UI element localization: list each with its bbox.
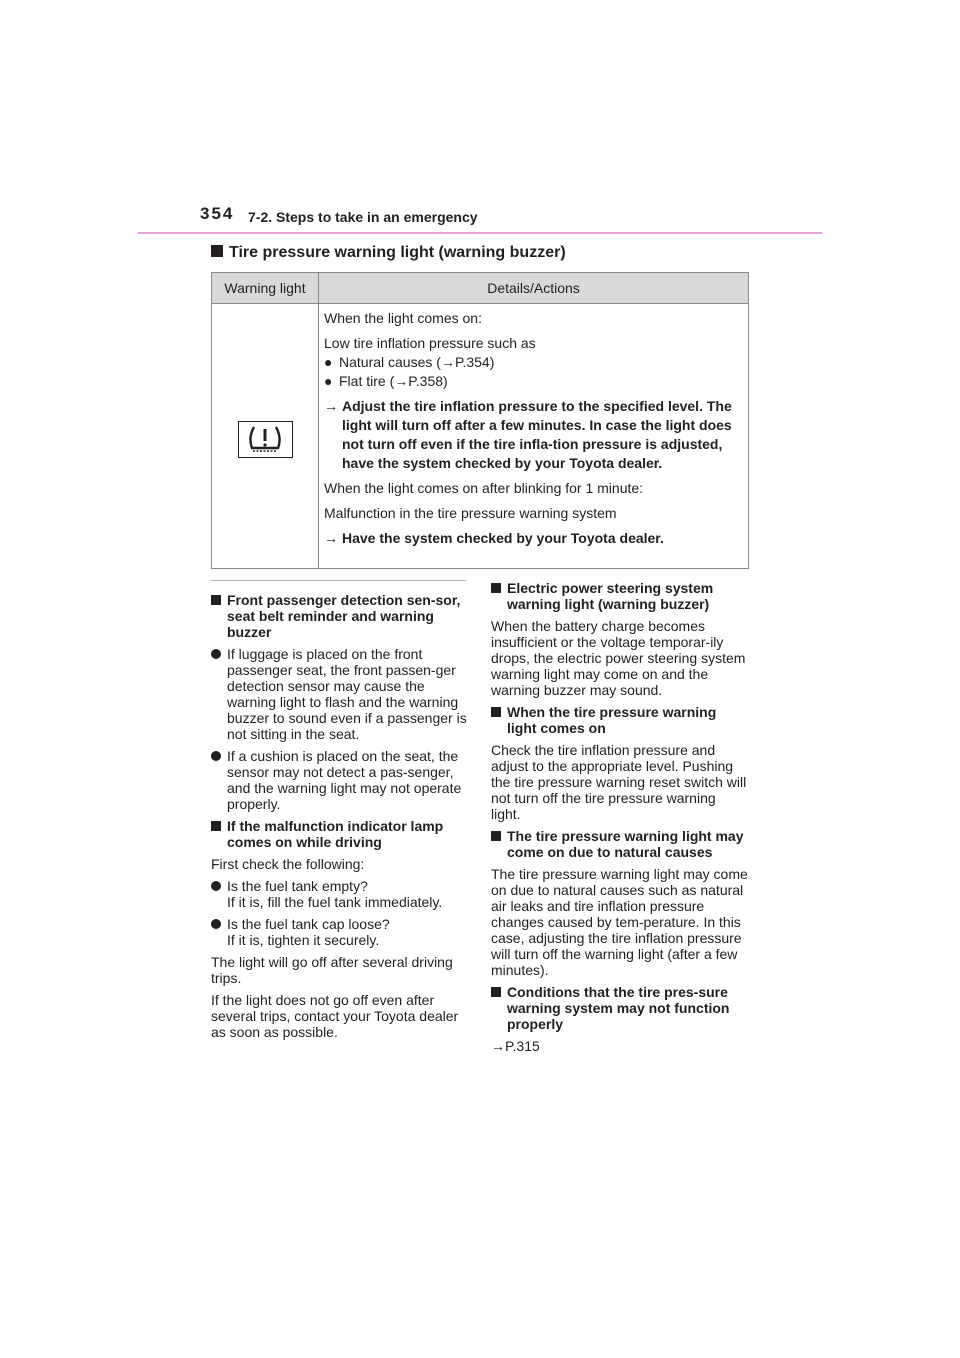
list-item: ● Natural causes (→P.354): [324, 354, 495, 370]
heading-marker-icon: [491, 583, 501, 593]
paragraph: Check the tire inflation pressure and adjust to the appropriate level. Pushing the tire pressure warning reset switch will not turn off the tire pressure warning light.: [491, 742, 747, 822]
table-divider: [318, 273, 319, 568]
tire-pressure-warning-icon: [238, 421, 293, 458]
heading: If the malfunction indicator lamp comes on while driving: [211, 818, 469, 850]
chapter-title: 7-2. Steps to take in an emergency: [248, 209, 478, 225]
page-reference: P.354): [454, 354, 495, 370]
bullet-icon: ●: [324, 373, 333, 389]
heading-marker-icon: [491, 987, 501, 997]
col-warning-light-header: Warning light: [224, 280, 306, 296]
arrow-icon: →: [324, 530, 338, 546]
list-item: ● Flat tire (→P.358): [324, 373, 448, 389]
bullet-icon: [211, 919, 221, 929]
paragraph: When the battery charge becomes insufficient or the voltage temporar-ily drops, the electric power steering system warning light may come on and the warning buzzer may sound.: [491, 618, 746, 698]
arrow-icon: →: [491, 1038, 505, 1054]
bullet-icon: [211, 881, 221, 891]
bullet-icon: [211, 751, 221, 761]
left-column: [211, 592, 469, 1046]
heading: Front passenger detection sen-sor, seat belt reminder and warning buzzer: [211, 592, 469, 640]
paragraph: First check the following:: [211, 856, 365, 872]
heading-marker-icon: [211, 821, 221, 831]
right-column: [491, 580, 749, 1060]
page-reference: P.358): [408, 373, 448, 389]
list-item: Is the fuel tank empty? If it is, fill the fuel tank immediately.: [211, 878, 469, 910]
arrow-icon: →: [440, 354, 455, 370]
malfunction-text: Malfunction in the tire pressure warning system: [324, 505, 617, 521]
action-check-system: → Have the system checked by your Toyota dealer.: [324, 530, 664, 546]
bullet-icon: ●: [324, 354, 333, 370]
paragraph: The tire pressure warning light may come on due to natural causes such as natural air leaks and tire inflation pressure changes caused by tem-perature. In this case, adjusting the tire inflation pressure will turn off the warning light (after a few minutes).: [491, 866, 748, 978]
when-blinking: When the light comes on after blinking for 1 minute:: [324, 480, 644, 496]
heading: Electric power steering system warning light (warning buzzer): [491, 580, 749, 612]
heading: When the tire pressure warning light comes on: [491, 704, 749, 736]
heading: Conditions that the tire pres-sure warning system may not function properly: [491, 984, 749, 1032]
bullet-icon: [211, 649, 221, 659]
heading-marker-icon: [491, 707, 501, 717]
page-number: 354: [200, 204, 235, 223]
arrow-icon: →: [324, 398, 338, 414]
list-item: If a cushion is placed on the seat, the sensor may not detect a pas-senger, and the warning light may not operate properly.: [211, 748, 469, 812]
action-adjust-pressure: → Adjust the tire inflation pressure to the specified level. The light will turn off after a few minutes. In case the light does not turn off even if the tire infla-tion pressure is adjusted, have the system checked by your Toyota dealer.: [324, 398, 732, 471]
arrow-icon: →: [394, 373, 409, 389]
page-reference: →P.315: [491, 1038, 540, 1054]
warning-light-table: [211, 272, 749, 569]
when-light-on: When the light comes on:: [324, 310, 482, 326]
tire-pressure-warning-icon-graphic: [239, 422, 291, 456]
section-marker-icon: [211, 245, 223, 257]
col-details-header: Details/Actions: [487, 280, 580, 296]
low-pressure-text: Low tire inflation pressure such as: [324, 335, 536, 351]
list-item: Is the fuel tank cap loose? If it is, tighten it securely.: [211, 916, 469, 948]
table-details-cell: [324, 309, 740, 554]
list-item: If luggage is placed on the front passenger seat, the front passen-ger detection sensor may cause the warning light to flash and the warning buzzer to sound even if a passenger is not sitting in the seat.: [211, 646, 469, 742]
paragraph: The light will go off after several driving trips.: [211, 954, 453, 986]
heading: The tire pressure warning light may come on due to natural causes: [491, 828, 749, 860]
heading-marker-icon: [211, 595, 221, 605]
paragraph: If the light does not go off even after several trips, contact your Toyota dealer as soon as possible.: [211, 992, 459, 1040]
heading-marker-icon: [491, 831, 501, 841]
table-header: [212, 273, 748, 304]
section-title: Tire pressure warning light (warning buzzer): [211, 244, 566, 262]
column-rule: [211, 580, 466, 581]
header-rule: [138, 232, 822, 234]
